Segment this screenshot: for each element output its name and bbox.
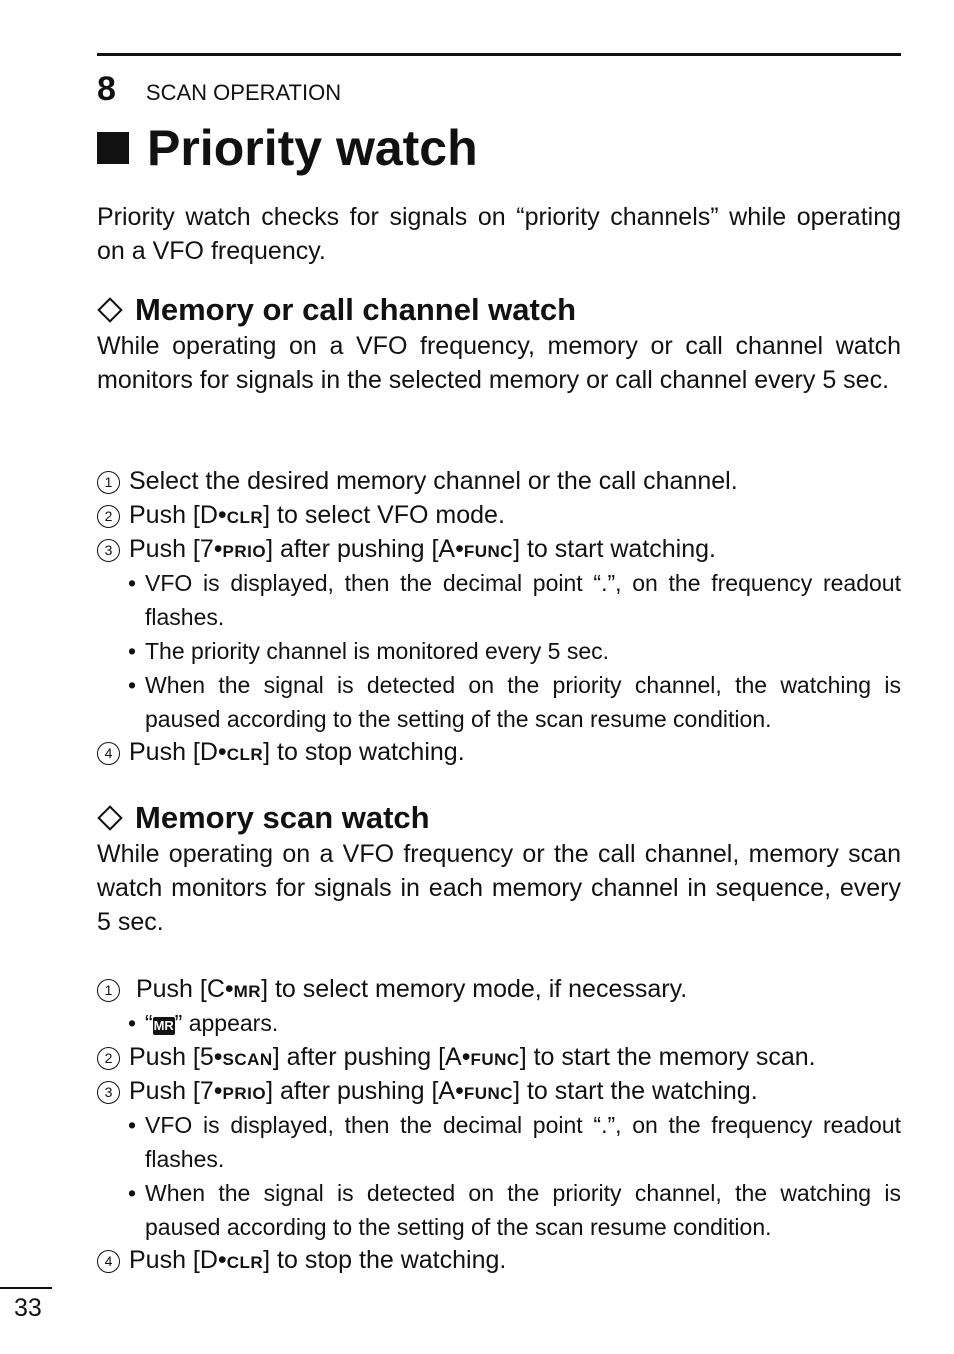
bullet-icon: • (128, 638, 137, 664)
step-4 (97, 1243, 901, 1280)
step-number: 2 (97, 1047, 120, 1070)
page-title-text: Priority watch (147, 120, 478, 176)
page-title (97, 118, 478, 178)
key-label: CLR (226, 1253, 264, 1272)
step-text: ] after pushing [A• (272, 1043, 471, 1071)
diamond-icon (97, 297, 122, 322)
key-label: MR (233, 982, 262, 1001)
step-text: ] to select VFO mode. (263, 501, 505, 529)
step-3 (97, 1074, 901, 1111)
section-heading-call-channel-watch (97, 292, 576, 328)
memory-mode-icon: MR (153, 1018, 174, 1033)
step-text: Push [D• (129, 738, 227, 766)
key-label: SCAN (222, 1050, 273, 1069)
step-text: ] to stop watching. (263, 738, 465, 766)
note-text: When the signal is detected on the priority channel, the watching is paused according to the setting of the scan resume condition. (145, 1180, 901, 1240)
step-text: ] to start watching. (513, 535, 716, 563)
key-label: CLR (226, 745, 264, 764)
intro-paragraph: Priority watch checks for signals on “priority channels” while operating on a VFO frequency. (97, 203, 901, 265)
step-2 (97, 498, 901, 535)
chapter-number: 8 (97, 70, 116, 108)
chapter-header (97, 70, 341, 109)
step-text: ] after pushing [A• (266, 535, 464, 563)
note-text: VFO is displayed, then the decimal point “.”, on the frequency readout flashes. (145, 1112, 901, 1172)
chapter-title: SCAN OPERATION (145, 80, 342, 105)
step-text: ] to start the memory scan. (519, 1043, 816, 1071)
page-number: 33 (14, 1294, 42, 1322)
note (128, 668, 901, 736)
note (128, 1006, 901, 1040)
step-number: 1 (97, 979, 120, 1002)
note-text: “MR” appears. (145, 1010, 279, 1036)
section-description: While operating on a VFO frequency, memory or call channel watch monitors for signals in the selected memory or call channel every 5 sec. (97, 332, 901, 394)
bullet-icon: • (128, 672, 137, 698)
note (128, 566, 901, 634)
step-3 (97, 532, 901, 569)
key-label: FUNC (463, 542, 514, 561)
step-number: 3 (97, 1081, 120, 1104)
step-text: ] to stop the watching. (263, 1246, 507, 1274)
key-label: FUNC (470, 1050, 520, 1069)
step-text: Push [D• (129, 1246, 227, 1274)
square-bullet-icon (97, 132, 129, 164)
step-number: 4 (97, 742, 120, 765)
bullet-icon: • (128, 1112, 137, 1138)
bullet-icon: • (128, 570, 137, 596)
step-text: Push [D• (129, 501, 227, 529)
note (128, 1108, 901, 1176)
note (128, 634, 901, 668)
top-rule (97, 53, 901, 56)
note-text: VFO is displayed, then the decimal point “.”, on the frequency readout flashes. (145, 570, 901, 630)
step-text: Push [7• (129, 535, 223, 563)
key-label: CLR (226, 508, 264, 527)
step-text: Select the desired memory channel or the call channel. (129, 467, 738, 495)
key-label: PRIO (222, 542, 267, 561)
note (128, 1176, 901, 1244)
key-label: FUNC (463, 1084, 514, 1103)
step-2 (97, 1040, 901, 1077)
step-text: Push [C• (129, 975, 234, 1003)
section-heading-memory-scan-watch (97, 800, 430, 836)
step-text: Push [5• (129, 1043, 223, 1071)
step-number: 1 (97, 471, 120, 494)
diamond-icon (97, 805, 122, 830)
step-number: 4 (97, 1250, 120, 1273)
bullet-icon: • (128, 1180, 137, 1206)
step-4 (97, 735, 901, 772)
step-1 (97, 464, 901, 498)
step-text: ] to start the watching. (513, 1077, 758, 1105)
step-1 (97, 972, 901, 1009)
step-text: Push [7• (129, 1077, 223, 1105)
page-number-rule (0, 1287, 52, 1289)
note-text: The priority channel is monitored every 5 sec. (145, 638, 610, 664)
section-heading-text: Memory or call channel watch (135, 292, 577, 327)
step-text: ] to select memory mode, if necessary. (261, 975, 688, 1003)
step-number: 2 (97, 505, 120, 528)
section-heading-text: Memory scan watch (135, 800, 430, 835)
bullet-icon: • (128, 1010, 137, 1036)
section-description: While operating on a VFO frequency or the call channel, memory scan watch monitors for signals in each memory channel in sequence, every 5 sec. (97, 840, 901, 936)
step-number: 3 (97, 539, 120, 562)
note-text: When the signal is detected on the priority channel, the watching is paused according to the setting of the scan resume condition. (145, 672, 901, 732)
step-text: ] after pushing [A• (266, 1077, 464, 1105)
key-label: PRIO (222, 1084, 267, 1103)
